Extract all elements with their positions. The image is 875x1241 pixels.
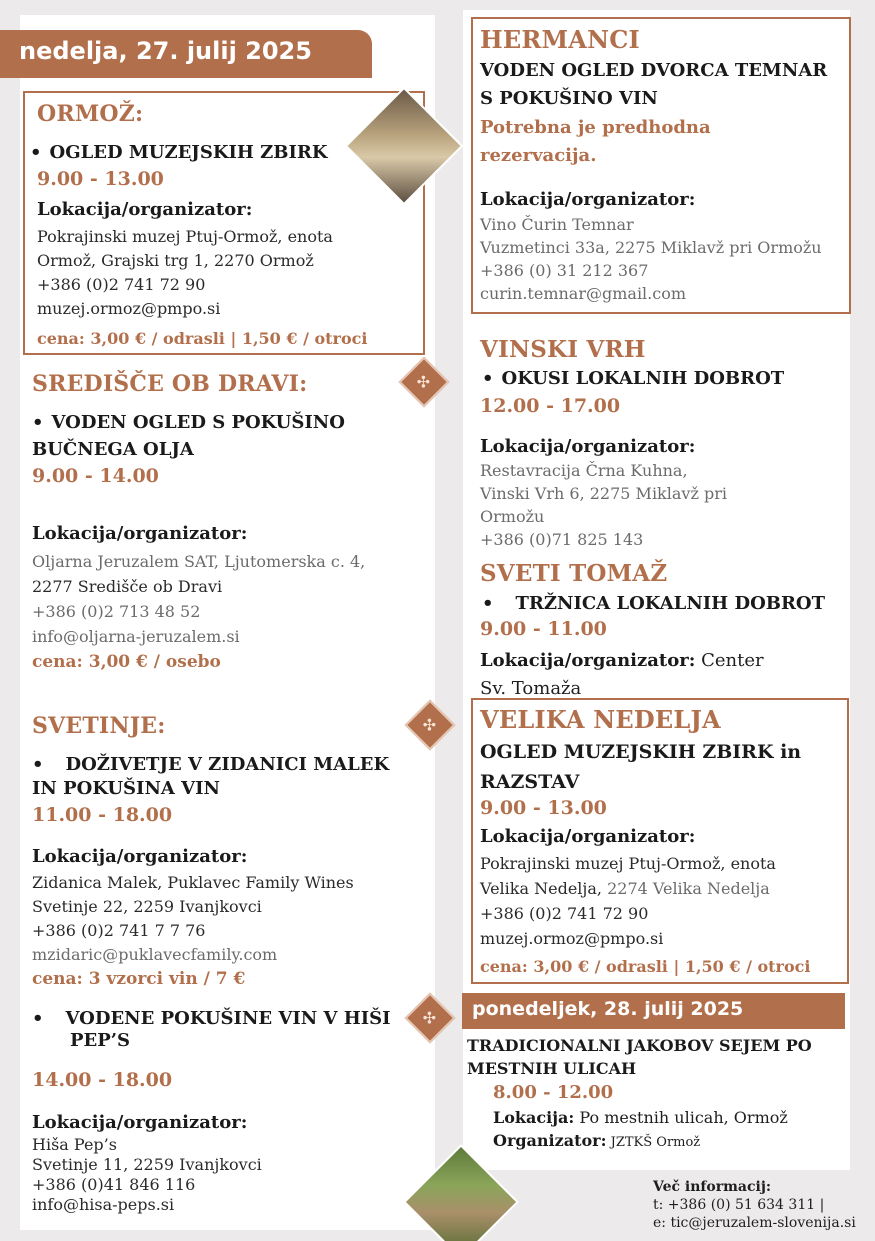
ormoz-line: +386 (0)2 741 72 90: [37, 275, 206, 294]
svetinje-location-details-2: [32, 1135, 262, 1215]
hermanci-line: Vino Čurin Temnar: [480, 215, 634, 234]
velika-nedelja-time: 9.00 - 13.00: [480, 797, 607, 819]
svetinje-title: SVETINJE:: [32, 713, 166, 739]
ormoz-time: 9.00 - 13.00: [37, 168, 164, 190]
svetinje-price: cena: 3 vzorci vin / 7 €: [32, 969, 246, 989]
velika-nedelja-location-heading: Lokacija/organizator:: [480, 826, 696, 847]
velika-nedelja-event-line: RAZSTAV: [480, 771, 580, 793]
svetinje-location-heading-1: Lokacija/organizator:: [32, 846, 248, 867]
ormoz-line: muzej.ormoz@pmpo.si: [37, 299, 221, 318]
sredisce-title: SREDIŠČE OB DRAVI:: [32, 371, 308, 397]
jakobov-location: [493, 1106, 788, 1154]
svetinje-event-line: DOŽIVETJE V ZIDANICI MALEK: [65, 754, 390, 775]
sredisce-location-heading: Lokacija/organizator:: [32, 523, 248, 544]
vinski-vrh-line: Ormožu: [480, 507, 545, 526]
svetinje-line: info@hisa-peps.si: [32, 1195, 175, 1214]
sredisce-line: 2277 Središče ob Dravi: [32, 577, 223, 596]
bullet-icon: •: [30, 142, 42, 163]
sredisce-event: [32, 409, 345, 463]
footer-email[interactable]: e: tic@jeruzalem-slovenija.si: [653, 1215, 856, 1231]
ormoz-line: Ormož, Grajski trg 1, 2270 Ormož: [37, 251, 314, 270]
hermanci-note: [480, 114, 711, 170]
bullet-icon: •: [482, 593, 494, 614]
hermanci-line: Vuzmetinci 33a, 2275 Miklavž pri Ormožu: [480, 238, 822, 257]
sredisce-line: Oljarna Jeruzalem SAT, Ljutomerska c. 4,: [32, 552, 366, 571]
svetinje-line: Zidanica Malek, Puklavec Family Wines: [32, 873, 354, 892]
svetinje-event-1: [32, 753, 389, 801]
ormoz-event: [30, 139, 328, 166]
jakobov-location-heading: Lokacija:: [493, 1108, 575, 1127]
ormoz-price: cena: 3,00 € / odrasli | 1,50 € / otroci: [37, 329, 368, 348]
hermanci-event: [480, 57, 827, 113]
vinski-vrh-event-label: OKUSI LOKALNIH DOBROT: [501, 368, 785, 389]
sredisce-event-line: BUČNEGA OLJA: [32, 439, 194, 460]
svetinje-event-2: [32, 1008, 391, 1052]
svetinje-location-heading-2: Lokacija/organizator:: [32, 1112, 248, 1133]
svetinje-event-line: VODENE POKUŠINE VIN V HIŠI: [65, 1008, 391, 1029]
svetinje-event-line: IN POKUŠINA VIN: [32, 778, 220, 799]
vinski-vrh-line: Vinski Vrh 6, 2275 Miklavž pri: [480, 484, 727, 503]
bullet-icon: •: [482, 368, 494, 389]
velika-nedelja-event: [480, 737, 801, 797]
hermanci-location-heading: Lokacija/organizator:: [480, 189, 696, 210]
sredisce-event-line: VODEN OGLED S POKUŠINO: [51, 412, 345, 433]
svetinje-line: +386 (0)41 846 116: [32, 1175, 196, 1194]
date-label: ponedeljek, 28. julij 2025: [472, 998, 744, 1020]
hermanci-location-details: [480, 213, 822, 305]
vinski-vrh-time: 12.00 - 17.00: [480, 395, 621, 417]
svetinje-time-1: 11.00 - 18.00: [32, 804, 173, 826]
ornament-glyph: ✣: [423, 1008, 437, 1028]
velika-nedelja-location-details: [480, 851, 776, 951]
sveti-tomaz-location-heading: Lokacija/organizator:: [480, 650, 696, 671]
sredisce-time: 9.00 - 14.00: [32, 465, 159, 487]
svetinje-location-details-1: [32, 871, 354, 967]
velika-nedelja-event-line: OGLED MUZEJSKIH ZBIRK in: [480, 741, 802, 763]
bullet-icon: •: [32, 412, 44, 433]
sveti-tomaz-title: SVETI TOMAŽ: [480, 560, 668, 587]
sredisce-line: +386 (0)2 713 48 52: [32, 602, 201, 621]
hermanci-line: +386 (0) 31 212 367: [480, 261, 649, 280]
date-banner-day2: [462, 993, 845, 1029]
jakobov-event-line: TRADICIONALNI JAKOBOV SEJEM PO: [467, 1036, 812, 1055]
date-label: nedelja, 27. julij 2025: [19, 37, 312, 65]
vinski-vrh-line: +386 (0)71 825 143: [480, 530, 644, 549]
vinski-vrh-location-heading: Lokacija/organizator:: [480, 436, 696, 457]
svetinje-line: mzidaric@puklavecfamily.com: [32, 945, 278, 964]
velika-nedelja-line: +386 (0)2 741 72 90: [480, 904, 649, 923]
hermanci-note-line: rezervacija.: [480, 145, 597, 166]
svetinje-time-2: 14.00 - 18.00: [32, 1069, 173, 1091]
sveti-tomaz-location: [480, 647, 764, 703]
jakobov-event-line: MESTNIH ULICAH: [467, 1059, 637, 1078]
svetinje-line: Hiša Pep’s: [32, 1135, 117, 1154]
jakobov-organizer-heading: Organizator:: [493, 1131, 607, 1150]
svetinje-event-line: PEP’S: [70, 1030, 131, 1051]
ormoz-line: Pokrajinski muzej Ptuj-Ormož, enota: [37, 227, 333, 246]
sveti-tomaz-event-label: TRŽNICA LOKALNIH DOBROT: [515, 593, 825, 614]
vinski-vrh-event: [482, 365, 784, 392]
velika-nedelja-line: Pokrajinski muzej Ptuj-Ormož, enota: [480, 854, 776, 873]
vinski-vrh-location-details: [480, 459, 727, 551]
velika-nedelja-title: VELIKA NEDELJA: [480, 705, 721, 734]
jakobov-location-value: Po mestnih ulicah, Ormož: [574, 1108, 788, 1127]
sredisce-location-details: [32, 549, 365, 649]
sveti-tomaz-time: 9.00 - 11.00: [480, 618, 607, 640]
bullet-icon: •: [32, 1008, 44, 1029]
svetinje-line: Svetinje 11, 2259 Ivanjkovci: [32, 1155, 262, 1174]
ormoz-title: ORMOŽ:: [37, 101, 144, 127]
sveti-tomaz-location-value: Center: [695, 650, 764, 671]
jakobov-time: 8.00 - 12.00: [493, 1082, 614, 1103]
hermanci-note-line: Potrebna je predhodna: [480, 117, 711, 138]
ornament-glyph: ✣: [423, 715, 437, 735]
footer-title: Več informacij:: [653, 1179, 772, 1195]
sredisce-price: cena: 3,00 € / osebo: [32, 652, 221, 672]
sveti-tomaz-event: [482, 590, 825, 617]
hermanci-line: curin.temnar@gmail.com: [480, 284, 687, 303]
bullet-icon: •: [32, 754, 44, 775]
date-banner-day1: [0, 30, 372, 78]
velika-nedelja-line: Velika Nedelja,: [480, 879, 608, 898]
svetinje-line: +386 (0)2 741 7 7 76: [32, 921, 206, 940]
ormoz-event-label: OGLED MUZEJSKIH ZBIRK: [49, 142, 328, 163]
footer-info: [653, 1178, 856, 1232]
velika-nedelja-line: 2274 Velika Nedelja: [607, 879, 770, 898]
vinski-vrh-line: Restavracija Črna Kuhna,: [480, 461, 688, 480]
ormoz-location-details: [37, 225, 333, 321]
hermanci-event-line: VODEN OGLED DVORCA TEMNAR: [480, 60, 828, 81]
hermanci-title: HERMANCI: [480, 25, 640, 54]
ormoz-location-heading: Lokacija/organizator:: [37, 199, 253, 220]
vinski-vrh-title: VINSKI VRH: [480, 336, 646, 363]
sredisce-line: info@oljarna-jeruzalem.si: [32, 627, 240, 646]
footer-phone: t: +386 (0) 51 634 311 |: [653, 1197, 825, 1213]
jakobov-sejem-event: [467, 1034, 812, 1080]
sveti-tomaz-location-value-2: Sv. Tomaža: [480, 678, 582, 699]
velika-nedelja-line: muzej.ormoz@pmpo.si: [480, 929, 664, 948]
velika-nedelja-price: cena: 3,00 € / odrasli | 1,50 € / otroci: [480, 957, 811, 976]
ornament-glyph: ✣: [417, 372, 431, 392]
jakobov-organizer-value: JZTKŠ Ormož: [606, 1135, 701, 1150]
hermanci-event-line: S POKUŠINO VIN: [480, 88, 658, 109]
svetinje-line: Svetinje 22, 2259 Ivanjkovci: [32, 897, 262, 916]
